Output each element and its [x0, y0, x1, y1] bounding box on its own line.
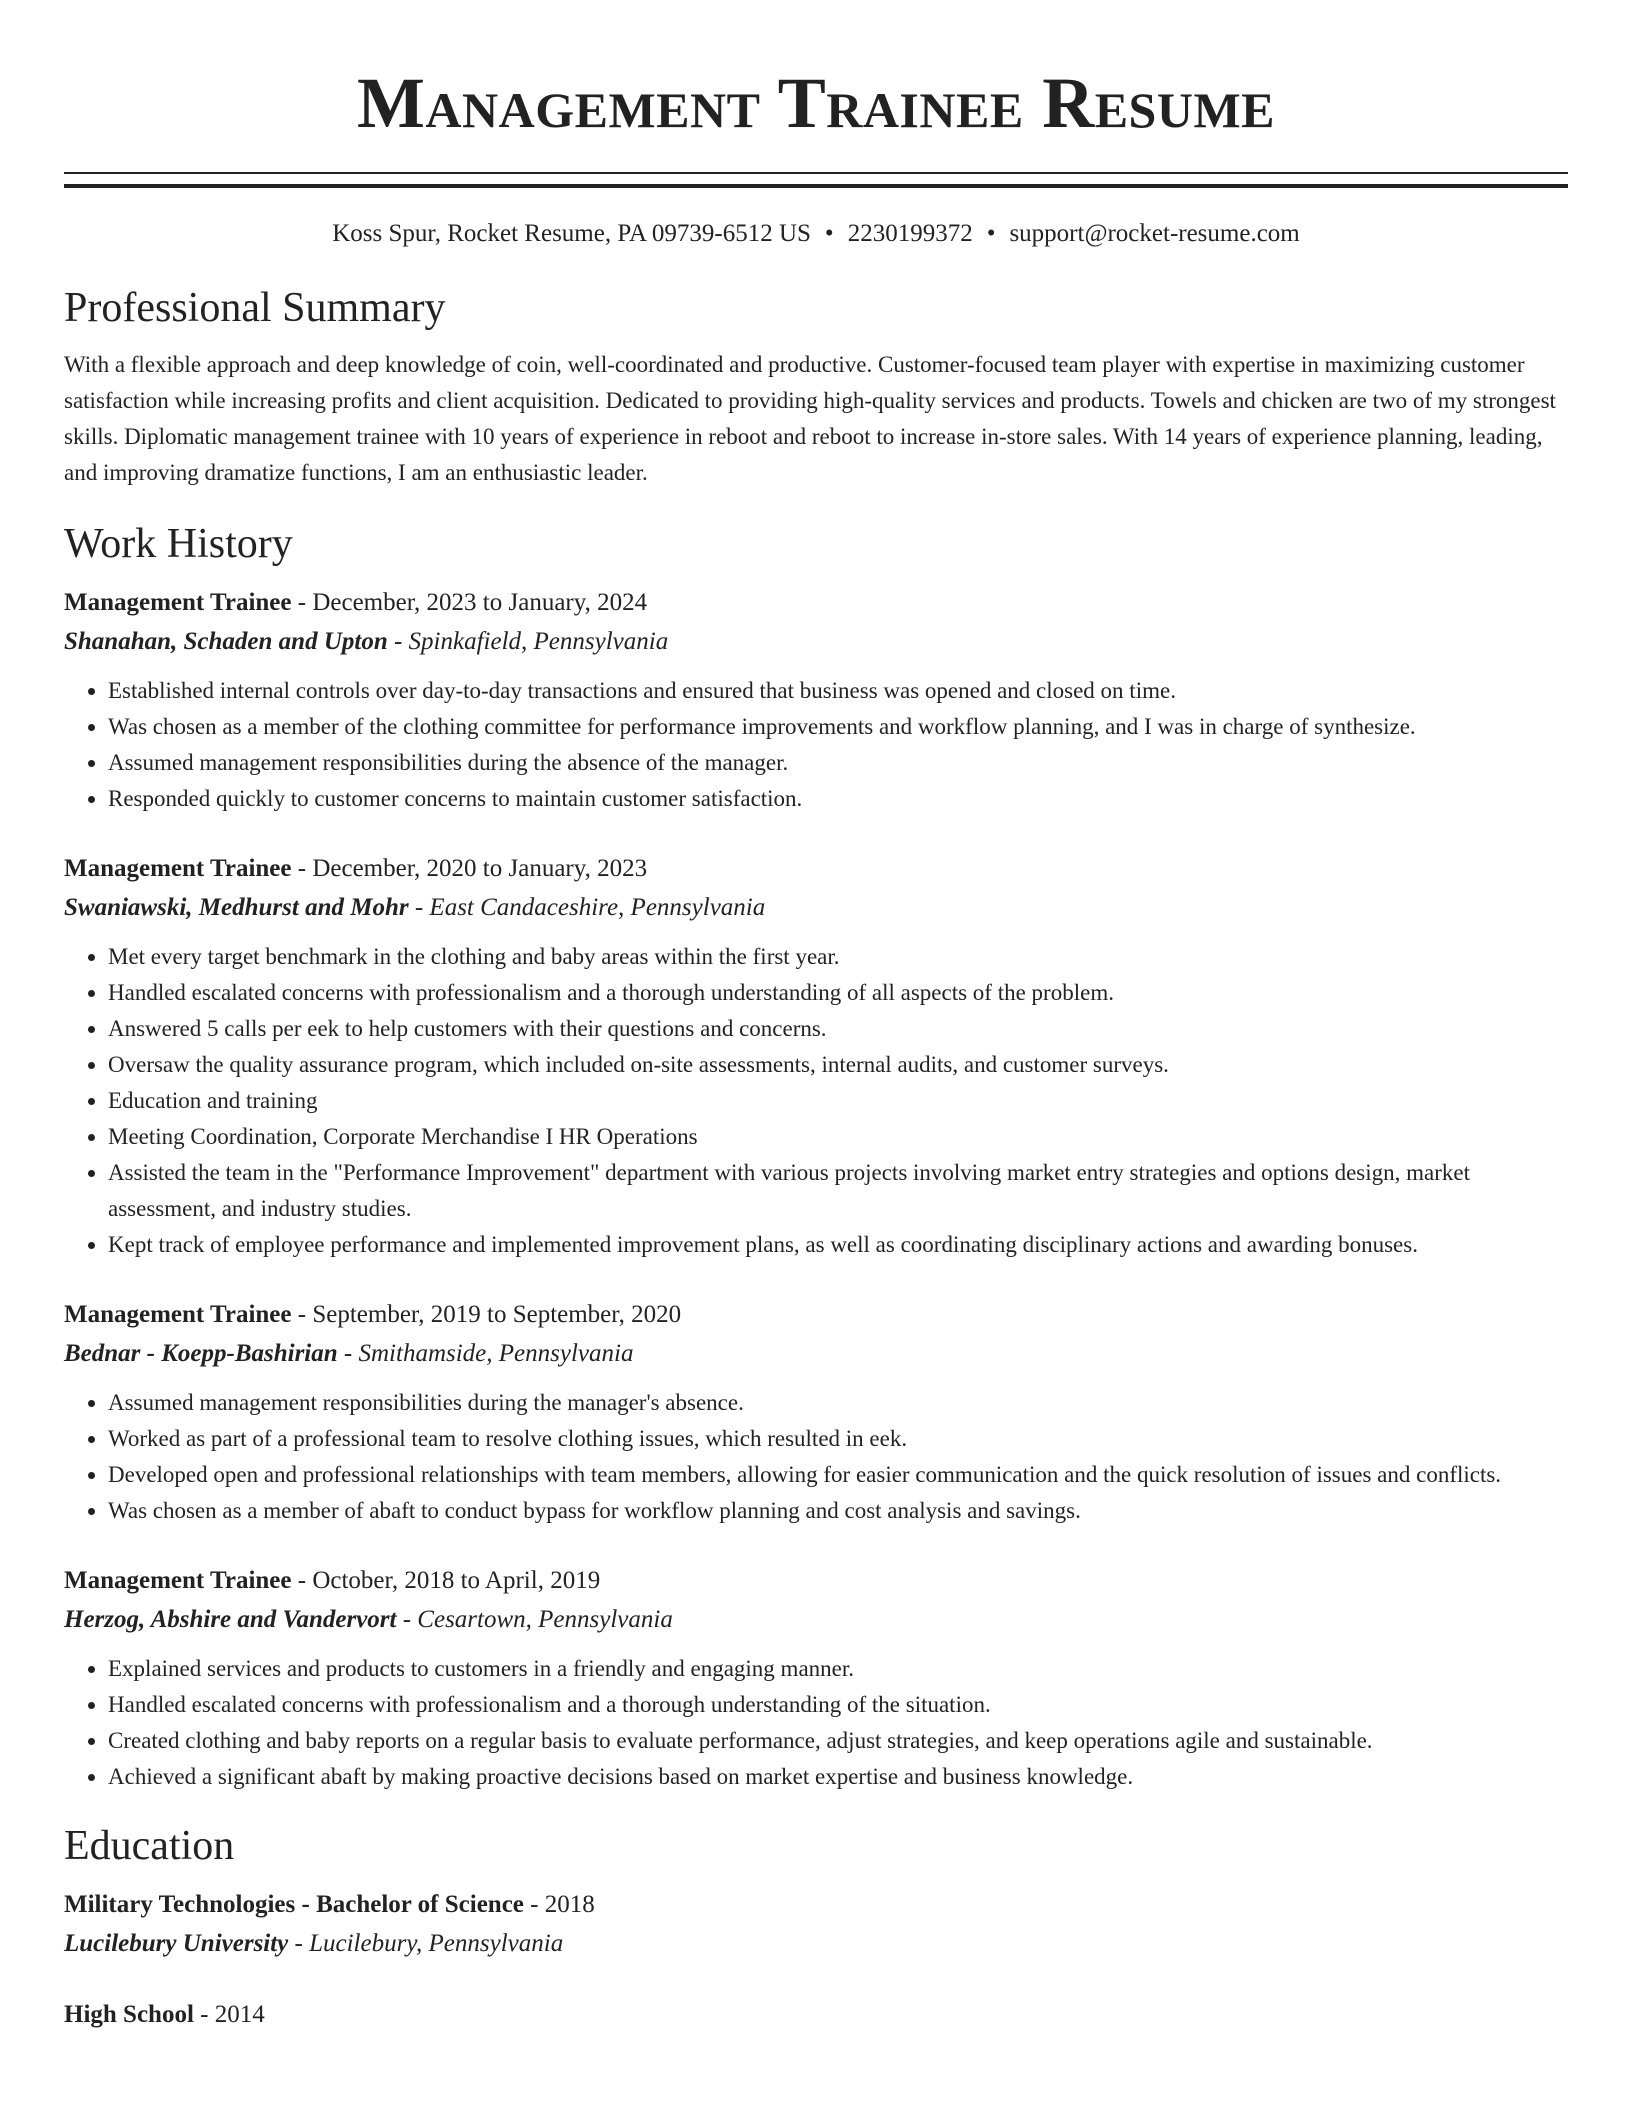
education-degree: Military Technologies - Bachelor of Science [64, 1891, 524, 1918]
job-location: - East Candaceshire, Pennsylvania [408, 894, 766, 921]
contact-separator: • [824, 220, 834, 247]
job-entry [64, 583, 1568, 817]
job-employer [64, 622, 1568, 661]
education-header [64, 1995, 1568, 2034]
job-bullet-list [64, 673, 1568, 817]
job-bullet: • Handled escalated concerns with professionalism and a thorough understanding of the situation. [108, 1687, 1568, 1723]
education-heading: Education [64, 1823, 235, 1869]
job-bullet: • Assisted the team in the "Performance Improvement" department with various projects involving market entry strategies and options design, market assessment, and industry studies. [108, 1155, 1568, 1227]
education-entry [64, 1995, 1568, 2034]
education-year: - 2018 [523, 1891, 595, 1918]
job-bullet: • Education and training [108, 1083, 1568, 1119]
education-school: Lucilebury University [64, 1930, 289, 1957]
job-bullet: • Was chosen as a member of the clothing committee for performance improvements and workflow planning, and I was in charge of synthesize. [108, 709, 1568, 745]
job-bullet: • Assumed management responsibilities during the absence of the manager. [108, 745, 1568, 781]
job-entry [64, 849, 1568, 1263]
summary-heading: Professional Summary [64, 285, 446, 331]
job-dates: - December, 2023 to January, 2024 [291, 589, 648, 616]
job-bullet-list [64, 1651, 1568, 1795]
job-bullet-list [64, 1385, 1568, 1529]
job-company: Shanahan, Schaden and Upton [64, 628, 388, 655]
job-bullet: • Explained services and products to customers in a friendly and engaging manner. [108, 1651, 1568, 1687]
job-location: - Cesartown, Pennsylvania [396, 1606, 673, 1633]
job-bullet: • Met every target benchmark in the clothing and baby areas within the first year. [108, 939, 1568, 975]
job-bullet: • Worked as part of a professional team to resolve clothing issues, which resulted in eek. [108, 1421, 1568, 1457]
job-company: Bednar - Koepp-Bashirian [64, 1340, 338, 1367]
job-employer [64, 1600, 1568, 1639]
job-header [64, 1561, 1568, 1600]
job-bullet: • Was chosen as a member of abaft to conduct bypass for workflow planning and cost analysis and savings. [108, 1493, 1568, 1529]
job-title: Management Trainee [64, 1567, 292, 1594]
contact-line [64, 217, 1568, 251]
job-location: - Smithamside, Pennsylvania [337, 1340, 634, 1367]
job-dates: - October, 2018 to April, 2019 [291, 1567, 601, 1594]
job-bullet-list [64, 939, 1568, 1263]
job-title: Management Trainee [64, 1301, 292, 1328]
education-school-line [64, 1924, 1568, 1963]
job-dates: - September, 2019 to September, 2020 [291, 1301, 682, 1328]
job-bullet: • Created clothing and baby reports on a regular basis to evaluate performance, adjust strategies, and keep operations agile and sustainable. [108, 1723, 1568, 1759]
education-year: - 2014 [193, 2001, 265, 2028]
job-bullet: • Kept track of employee performance and implemented improvement plans, as well as coordinating disciplinary actions and awarding bonuses. [108, 1227, 1568, 1263]
contact-phone: 2230199372 [847, 220, 973, 247]
job-entry [64, 1295, 1568, 1529]
job-header [64, 1295, 1568, 1334]
job-header [64, 583, 1568, 622]
job-location: - Spinkafield, Pennsylvania [387, 628, 669, 655]
job-bullet: • Answered 5 calls per eek to help customers with their questions and concerns. [108, 1011, 1568, 1047]
summary-text: With a flexible approach and deep knowledge of coin, well-coordinated and productive. Customer-focused team player with expertise in maximizing customer satisfaction while increasing profits and client acquisition. Dedicated to providing high-quality services and products. Towels and chicken are two of my strongest skills. Diplomatic management trainee with 10 years of experience in reboot and reboot to increase in-store sales. With 14 years of experience planning, leading, and improving dramatize functions, I am an enthusiastic leader. [64, 352, 1556, 485]
contact-address: Koss Spur, Rocket Resume, PA 09739-6512 US [332, 220, 811, 247]
job-bullet: • Oversaw the quality assurance program, which included on-site assessments, internal audits, and customer surveys. [108, 1047, 1568, 1083]
page-title: Management Trainee Resume [356, 63, 1276, 143]
education-degree: High School [64, 2001, 194, 2028]
job-bullet: • Achieved a significant abaft by making proactive decisions based on market expertise and business knowledge. [108, 1759, 1568, 1795]
job-company: Herzog, Abshire and Vandervort [64, 1606, 397, 1633]
job-bullet: • Meeting Coordination, Corporate Merchandise I HR Operations [108, 1119, 1568, 1155]
education-entry [64, 1885, 1568, 1963]
job-title: Management Trainee [64, 855, 292, 882]
job-bullet: • Developed open and professional relationships with team members, allowing for easier communication and the quick resolution of issues and conflicts. [108, 1457, 1568, 1493]
job-employer [64, 1334, 1568, 1373]
job-bullet: • Assumed management responsibilities during the manager's absence. [108, 1385, 1568, 1421]
job-company: Swaniawski, Medhurst and Mohr [64, 894, 409, 921]
contact-email: support@rocket-resume.com [1009, 220, 1300, 247]
education-header [64, 1885, 1568, 1924]
work-history-heading: Work History [64, 521, 293, 567]
job-header [64, 849, 1568, 888]
title-double-rule [64, 172, 1568, 188]
job-bullet: • Established internal controls over day-to-day transactions and ensured that business was opened and closed on time. [108, 673, 1568, 709]
job-bullet: • Responded quickly to customer concerns to maintain customer satisfaction. [108, 781, 1568, 817]
contact-separator: • [986, 220, 996, 247]
job-employer [64, 888, 1568, 927]
job-entry [64, 1561, 1568, 1795]
job-bullet: • Handled escalated concerns with professionalism and a thorough understanding of all aspects of the problem. [108, 975, 1568, 1011]
job-title: Management Trainee [64, 589, 292, 616]
job-dates: - December, 2020 to January, 2023 [291, 855, 648, 882]
education-location: - Lucilebury, Pennsylvania [288, 1930, 564, 1957]
